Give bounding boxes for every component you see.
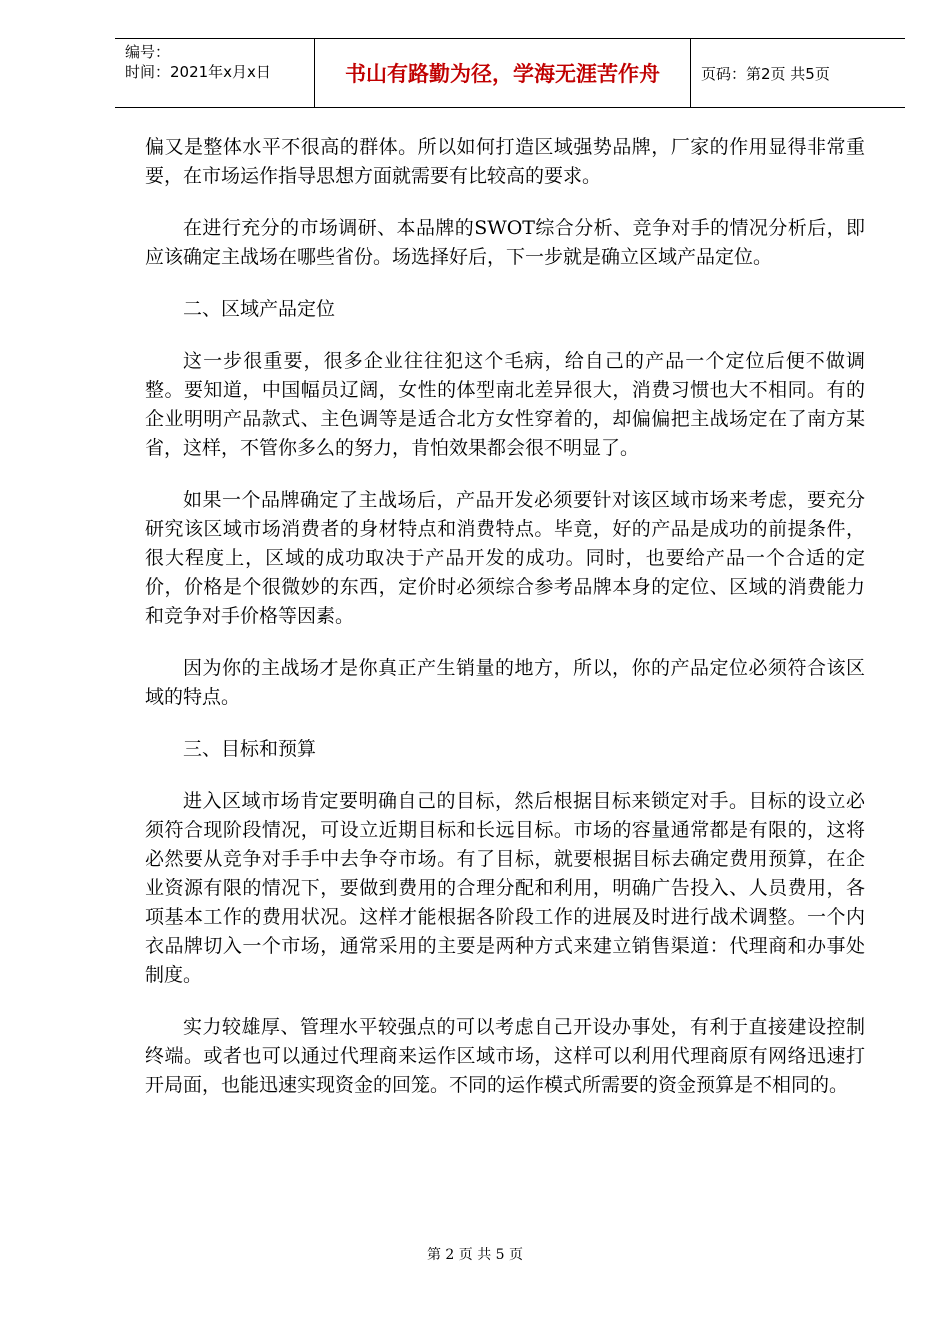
paragraph: 实力较雄厚、管理水平较强点的可以考虑自己开设办事处，有利于直接建设控制终端。或者也可以通过代理商来运作区域市场，这样可以利用代理商原有网络迅速打开局面，也能迅速实现资金的回笼。不同的运作模式所需要的资金预算是不相同的。 — [145, 1016, 865, 1096]
document-date: 时间：2021年x月x日 — [125, 63, 271, 81]
paragraph: 偏又是整体水平不很高的群体。所以如何打造区域强势品牌，厂家的作用显得非常重要，在市场运作指导思想方面就需要有比较高的要求。 — [145, 136, 865, 187]
header-page-info: 页码：第2页 共5页 — [701, 64, 830, 83]
header-meta — [115, 39, 315, 107]
document-body — [145, 133, 865, 1123]
paragraph: 如果一个品牌确定了主战场后，产品开发必须要针对该区域市场来考虑，要充分研究该区域市场消费者的身材特点和消费特点。毕竟，好的产品是成功的前提条件，很大程度上，区域的成功取决于产品开发的成功。同时，也要给产品一个合适的定价，价格是个很微妙的东西，定价时必须综合参考品牌本身的定位、区域的消费能力和竞争对手价格等因素。 — [145, 489, 865, 627]
paragraph: 进入区域市场肯定要明确自己的目标，然后根据目标来锁定对手。目标的设立必须符合现阶段情况，可设立近期目标和长远目标。市场的容量通常都是有限的，这将必然要从竞争对手手中去争夺市场。有了目标，就要根据目标去确定费用预算，在企业资源有限的情况下，要做到费用的合理分配和利用，明确广告投入、人员费用，各项基本工作的费用状况。这样才能根据各阶段工作的进展及时进行战术调整。一个内衣品牌切入一个市场，通常采用的主要是两种方式来建立销售渠道：代理商和办事处制度。 — [145, 790, 865, 986]
section-heading: 二、区域产品定位 — [183, 298, 336, 320]
paragraph: 因为你的主战场才是你真正产生销量的地方，所以，你的产品定位必须符合该区域的特点。 — [145, 657, 865, 708]
page-header — [115, 38, 905, 108]
paragraph: 这一步很重要，很多企业往往犯这个毛病，给自己的产品一个定位后便不做调整。要知道，中国幅员辽阔，女性的体型南北差异很大，消费习惯也大不相同。有的企业明明产品款式、主色调等是适合北方女性穿着的，却偏偏把主战场定在了南方某省，这样，不管你多么的努力，肯怕效果都会很不明显了。 — [145, 350, 865, 459]
page-footer: 第 2 页 共 5 页 — [426, 1247, 524, 1263]
header-motto: 书山有路勤为径，学海无涯苦作舟 — [315, 39, 691, 107]
document-number: 编号： — [125, 43, 171, 61]
section-heading: 三、目标和预算 — [183, 738, 317, 760]
paragraph: 在进行充分的市场调研、本品牌的SWOT综合分析、竞争对手的情况分析后，即应该确定主战场在哪些省份。场选择好后，下一步就是确立区域产品定位。 — [145, 217, 865, 268]
